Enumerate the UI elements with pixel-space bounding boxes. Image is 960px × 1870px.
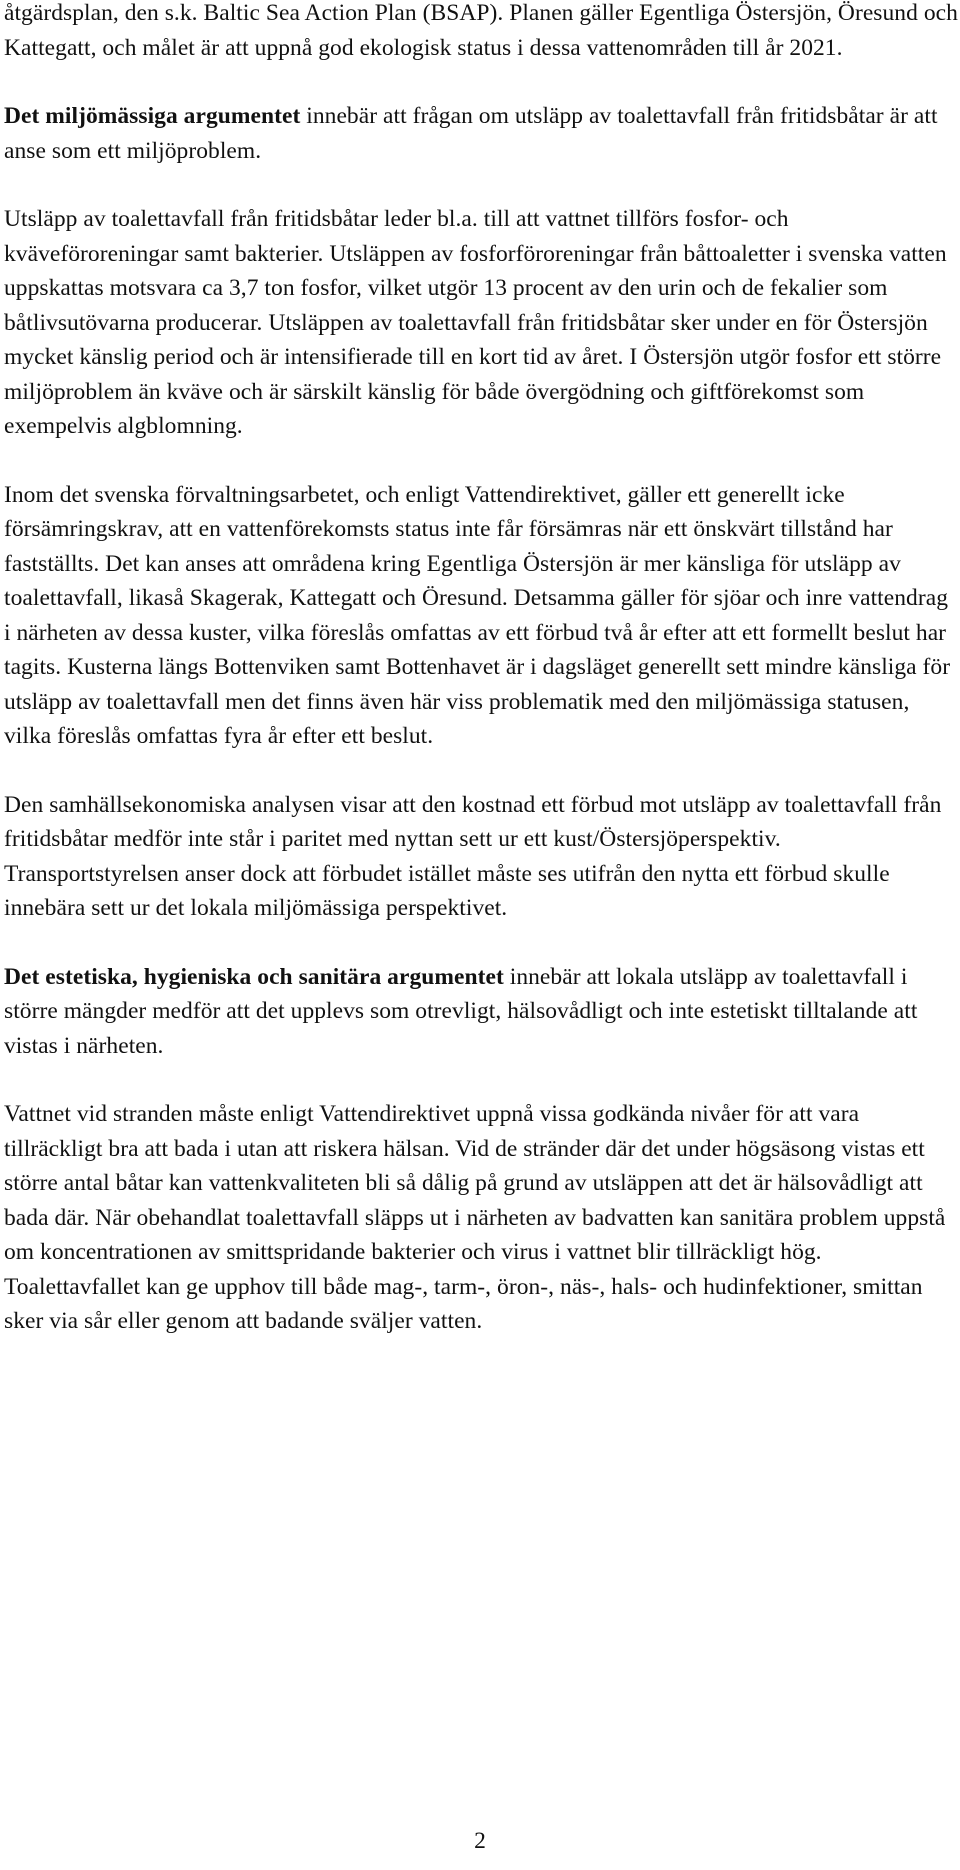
paragraph-text: Vattnet vid stranden måste enligt Vattendirektivet uppnå vissa godkända nivåer för att vara tillräckligt bra att bada i utan att riskera hälsan. Vid de stränder där det under högsäsong vistas ett större antal båtar kan vattenkvaliteten bli så dålig på grund av utsläppen att det är hälsovådligt att bada där. När obehandlat toalettavfall släpps ut i närheten av badvatten kan sanitära problem uppstå om koncentrationen av smittspridande bakterier och virus i vattnet blir tillräckligt hög. Toalettavfallet kan ge upphov till både mag-, tarm-, öron-, näs-, hals- och hudinfektioner, smittan sker via sår eller genom att badande sväljer vatten.: [4, 1101, 946, 1334]
document-body: [4, 0, 959, 1373]
paragraph-bold-lead: Det estetiska, hygieniska och sanitära argumentet: [4, 963, 504, 990]
paragraph-economic-analysis: [4, 788, 959, 926]
paragraph-text: innebär att frågan om utsläpp av toalettavfall från fritidsbåtar är att anse som ett miljöproblem.: [4, 103, 938, 164]
paragraph-bathing-water: [4, 1097, 959, 1339]
paragraph-text: innebär att lokala utsläpp av toalettavfall i större mängder medför att det upplevs som otrevligt, hälsovådligt och inte estetiskt tilltalande att vistas i närheten.: [4, 963, 918, 1059]
paragraph-bold-lead: Det miljömässiga argumentet: [4, 103, 301, 129]
paragraph-bsap-continuation: [4, 0, 959, 65]
page-number: 2: [474, 1828, 486, 1854]
paragraph-management-work: [4, 478, 959, 754]
paragraph-aesthetic-argument: [4, 960, 959, 1064]
paragraph-text: Inom det svenska förvaltningsarbetet, och enligt Vattendirektivet, gäller ett generellt icke försämringskrav, att en vattenförekomsts status inte får försämras när ett önskvärt tillstånd har fastställts. Det kan anses att områdena kring Egentliga Östersjön är mer känsliga för utsläpp av toalettavfall, likaså Skagerak, Kattegatt och Öresund. Detsamma gäller för sjöar och inre vattendrag i närheten av dessa kuster, vilka föreslås omfattas av ett förbud två år efter att ett formellt beslut har tagits. Kusterna längs Bottenviken samt Bottenhavet är i dagsläget generellt sett mindre känsliga för utsläpp av toalettavfall men det finns även här viss problematik med den miljömässiga statusen, vilka föreslås omfattas fyra år efter ett beslut.: [4, 481, 951, 749]
paragraph-text: Den samhällsekonomiska analysen visar att den kostnad ett förbud mot utsläpp av toalettavfall från fritidsbåtar medför inte står i paritet med nyttan sett ur ett kust/Östersjöperspektiv. Transportstyrelsen anser dock att förbudet istället måste ses utifrån den nytta ett förbud skulle innebära sett ur det lokala miljömässiga perspektivet.: [4, 791, 942, 921]
paragraph-text: åtgärdsplan, den s.k. Baltic Sea Action Plan (BSAP). Planen gäller Egentliga Östersjön, Öresund och Kattegatt, och målet är att uppnå god ekologisk status i dessa vattenområden till år 2021.: [4, 0, 958, 61]
paragraph-environmental-argument: [4, 99, 959, 168]
paragraph-phosphorus-emissions: [4, 202, 959, 444]
paragraph-text: Utsläpp av toalettavfall från fritidsbåtar leder bl.a. till att vattnet tillförs fosfor- och kväveföroreningar samt bakterier. Utsläppen av fosforföroreningar från båttoaletter i svenska vatten uppskattas motsvara ca 3,7 ton fosfor, vilket utgör 13 procent av den urin och de fekalier som båtlivsutövarna producerar. Utsläppen av toalettavfall från fritidsbåtar sker under en för Östersjön mycket känslig period och är intensifierade till en kort tid av året. I Östersjön utgör fosfor ett större miljöproblem än kväve och är särskilt känslig för både övergödning och giftförekomst som exempelvis algblomning.: [4, 206, 947, 439]
